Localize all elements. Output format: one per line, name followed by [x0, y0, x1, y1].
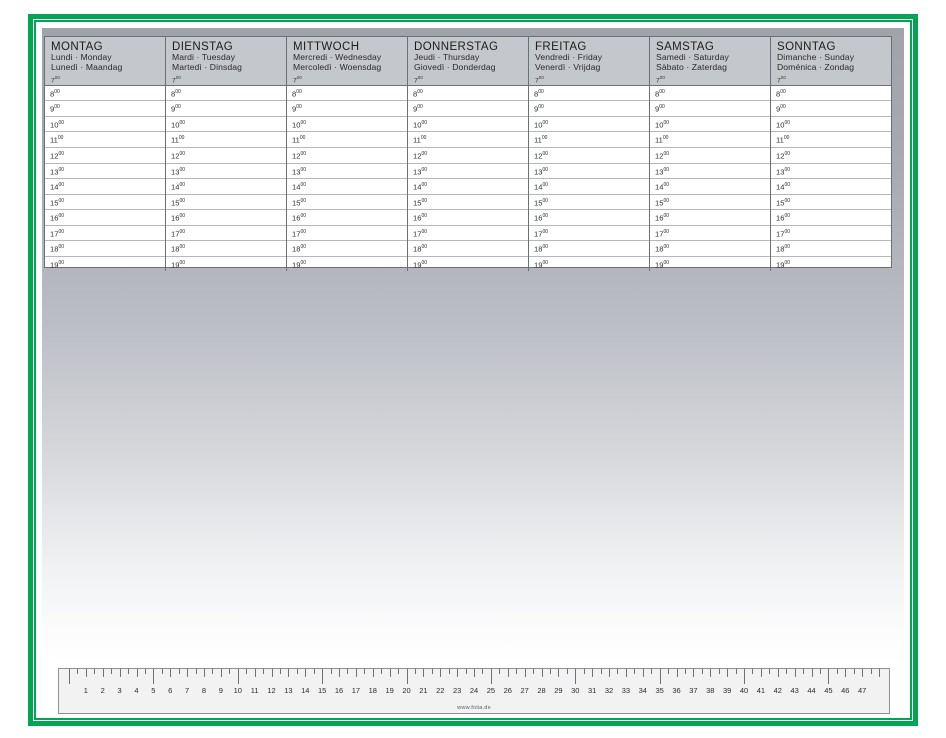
ruler-number: 1 — [83, 686, 88, 695]
hour-slot[interactable]: $13^{00}$ — [529, 164, 649, 180]
day-subtitle-1: Jeudi · Thursday — [414, 52, 480, 62]
ruler-tick — [542, 669, 543, 677]
ruler-tick-half — [381, 669, 382, 674]
hour-slot[interactable]: $15^{00}$ — [287, 195, 407, 211]
ruler-tick-half — [111, 669, 112, 674]
planner-header-row — [45, 37, 891, 86]
ruler-tick — [86, 669, 87, 677]
planner-body — [45, 86, 891, 271]
hour-slot[interactable]: $15^{00}$ — [529, 195, 649, 211]
hour-slot[interactable]: $10^{00}$ — [287, 117, 407, 133]
ruler-tick-half — [162, 669, 163, 674]
ruler-tick-half — [803, 669, 804, 674]
ruler-tick — [862, 669, 863, 677]
hour-slot[interactable]: $17^{00}$ — [287, 226, 407, 242]
day-column-donnerstag[interactable] — [408, 86, 529, 271]
hour-slot[interactable]: $16^{00}$ — [45, 210, 165, 226]
ruler-tick — [660, 669, 661, 684]
ruler-number: 20 — [402, 686, 411, 695]
hour-slot[interactable]: $8^{00}$ — [529, 86, 649, 102]
ruler-tick-half — [482, 669, 483, 674]
ruler-tick — [423, 669, 424, 677]
day-subtitle-2: Venerdì · Vrijdag — [535, 61, 601, 72]
ruler-number: 36 — [672, 686, 681, 695]
ruler-number: 29 — [554, 686, 563, 695]
hour-slot[interactable]: $8^{00}$ — [650, 86, 770, 102]
hour-slot[interactable]: $9^{00}$ — [408, 101, 528, 117]
hour-slot[interactable]: $19^{00}$ — [50, 259, 65, 270]
hour-slot[interactable]: $18^{00}$ — [529, 241, 649, 257]
ruler-tick — [272, 669, 273, 677]
ruler-number: 9 — [218, 686, 223, 695]
ruler-tick-half — [702, 669, 703, 674]
hour-label-7: $7^{00}$ — [777, 74, 786, 84]
ruler-tick — [103, 669, 104, 677]
hour-slot[interactable]: $14^{00}$ — [166, 179, 286, 195]
weekly-planner — [44, 36, 892, 268]
ruler-tick-half — [685, 669, 686, 674]
ruler-tick-half — [364, 669, 365, 674]
day-subtitle-1: Mardi · Tuesday — [172, 52, 236, 62]
ruler-tick-half — [331, 669, 332, 674]
ruler-number: 45 — [824, 686, 833, 695]
ruler-number: 5 — [151, 686, 156, 695]
ruler-number: 6 — [168, 686, 173, 695]
ruler-tick-half — [347, 669, 348, 674]
day-subtitle-2: Giovedì · Donderdag — [414, 61, 496, 72]
ruler-tick-half — [246, 669, 247, 674]
ruler-tick-half — [212, 669, 213, 674]
ruler-number: 43 — [790, 686, 799, 695]
day-subtitle-2: Martedì · Dinsdag — [172, 61, 243, 72]
ruler-number: 21 — [419, 686, 428, 695]
ruler-numbers — [59, 686, 889, 700]
ruler-tick — [744, 669, 745, 684]
hour-slot[interactable]: $9^{00}$ — [287, 101, 407, 117]
ruler-tick — [508, 669, 509, 677]
hour-slot[interactable]: $11^{00}$ — [45, 132, 165, 148]
hour-slot[interactable]: $19^{00}$ — [776, 259, 791, 270]
hour-slot[interactable]: $17^{00}$ — [408, 226, 528, 242]
hour-slot[interactable]: $14^{00}$ — [287, 179, 407, 195]
ruler-tick-half — [432, 669, 433, 674]
ruler-tick — [153, 669, 154, 684]
day-name: DONNERSTAG — [414, 41, 499, 53]
day-subtitle-2: Doménica · Zondag — [777, 61, 855, 72]
ruler-number: 2 — [100, 686, 105, 695]
ruler-tick — [474, 669, 475, 677]
hour-slot[interactable]: $15^{00}$ — [771, 195, 891, 211]
ruler-number: 33 — [621, 686, 631, 695]
hour-slot[interactable]: $8^{00}$ — [287, 86, 407, 102]
ruler-tick — [170, 669, 171, 677]
ruler-tick-half — [854, 669, 855, 674]
ruler-tick-half — [128, 669, 129, 674]
day-column-samstag[interactable] — [650, 86, 771, 271]
ruler-tick-half — [617, 669, 618, 674]
hour-slot[interactable]: $15^{00}$ — [45, 195, 165, 211]
hour-slot[interactable]: $12^{00}$ — [166, 148, 286, 164]
day-name: DIENSTAG — [172, 41, 234, 53]
hour-slot[interactable]: $8^{00}$ — [45, 86, 165, 102]
day-column-montag[interactable] — [45, 86, 166, 271]
ruler-number: 24 — [469, 686, 479, 695]
hour-slot[interactable]: $11^{00}$ — [771, 132, 891, 148]
ruler-number: 46 — [841, 686, 850, 695]
ruler-number: 41 — [756, 686, 766, 695]
hour-slot[interactable]: $8^{00}$ — [771, 86, 891, 102]
hour-slot[interactable]: $19^{00}$ — [413, 259, 428, 270]
ruler-tick-half — [314, 669, 315, 674]
ruler-tick — [204, 669, 205, 677]
hour-slot[interactable]: $15^{00}$ — [650, 195, 770, 211]
ruler-tick — [592, 669, 593, 677]
ruler-tick-half — [263, 669, 264, 674]
hour-slot[interactable]: $10^{00}$ — [529, 117, 649, 133]
ruler-tick-half — [820, 669, 821, 674]
hour-slot[interactable]: $12^{00}$ — [529, 148, 649, 164]
ruler-tick — [339, 669, 340, 677]
ruler-tick-half — [179, 669, 180, 674]
ruler-number: 40 — [739, 686, 749, 695]
hour-slot[interactable]: $10^{00}$ — [45, 117, 165, 133]
ruler-tick-half — [584, 669, 585, 674]
day-name: SONNTAG — [777, 41, 836, 53]
hour-slot[interactable]: $15^{00}$ — [408, 195, 528, 211]
ruler-number: 32 — [604, 686, 614, 695]
ruler-tick-half — [196, 669, 197, 674]
hour-slot[interactable]: $19^{00}$ — [171, 259, 186, 270]
brand-label: www.folia.de — [457, 705, 491, 711]
ruler-number: 15 — [317, 686, 327, 695]
ruler-number: 4 — [134, 686, 139, 695]
ruler-tick-half — [229, 669, 230, 674]
ruler-tick-half — [634, 669, 635, 674]
day-header-sonntag — [771, 37, 891, 85]
ruler-tick — [626, 669, 627, 677]
hour-label-7: $7^{00}$ — [51, 74, 60, 84]
ruler-tick-half — [550, 669, 551, 674]
ruler-tick — [879, 669, 880, 677]
hour-slot[interactable]: $16^{00}$ — [287, 210, 407, 226]
ruler-number: 30 — [571, 686, 580, 695]
ruler-number: 11 — [250, 686, 259, 695]
hour-slot[interactable]: $9^{00}$ — [45, 101, 165, 117]
ruler-number: 26 — [503, 686, 512, 695]
hour-slot[interactable]: $16^{00}$ — [408, 210, 528, 226]
hour-slot[interactable]: $16^{00}$ — [166, 210, 286, 226]
day-subtitle-1: Vendredi · Friday — [535, 52, 603, 62]
ruler-number: 27 — [520, 686, 529, 695]
ruler-number: 13 — [284, 686, 293, 695]
ruler-number: 14 — [301, 686, 310, 695]
day-subtitle-1: Mercredi · Wednesday — [293, 52, 382, 62]
ruler-tick — [255, 669, 256, 677]
ruler-number: 10 — [233, 686, 242, 695]
hour-slot[interactable]: $10^{00}$ — [408, 117, 528, 133]
day-column-mittwoch[interactable] — [287, 86, 408, 271]
hour-slot[interactable]: $12^{00}$ — [287, 148, 407, 164]
hour-slot[interactable]: $8^{00}$ — [408, 86, 528, 102]
hour-slot[interactable]: $17^{00}$ — [166, 226, 286, 242]
ruler-number: 12 — [267, 686, 276, 695]
day-subtitle-2: Sàbato · Zaterdag — [656, 61, 727, 72]
hour-slot[interactable]: $11^{00}$ — [287, 132, 407, 148]
ruler-number: 3 — [117, 686, 122, 695]
ruler-tick-half — [601, 669, 602, 674]
hour-slot[interactable]: $18^{00}$ — [771, 241, 891, 257]
ruler-tick-half — [668, 669, 669, 674]
ruler-tick — [727, 669, 728, 677]
hour-slot[interactable]: $10^{00}$ — [650, 117, 770, 133]
hour-slot[interactable]: $18^{00}$ — [166, 241, 286, 257]
day-subtitle-1: Lundi · Monday — [51, 52, 112, 62]
ruler-number: 44 — [807, 686, 816, 695]
day-name: MONTAG — [51, 41, 104, 53]
hour-slot[interactable]: $12^{00}$ — [650, 148, 770, 164]
day-subtitle-1: Dimanche · Sunday — [777, 52, 855, 62]
ruler-tick — [322, 669, 323, 684]
ruler-tick-half — [533, 669, 534, 674]
hour-slot[interactable]: $13^{00}$ — [45, 164, 165, 180]
ruler-tick-half — [77, 669, 78, 674]
ruler-tick — [356, 669, 357, 677]
hour-slot[interactable]: $18^{00}$ — [408, 241, 528, 257]
day-header-freitag — [529, 37, 650, 85]
ruler-tick — [778, 669, 779, 677]
hour-slot[interactable]: $11^{00}$ — [166, 132, 286, 148]
ruler-tick — [373, 669, 374, 677]
hour-slot[interactable]: $17^{00}$ — [771, 226, 891, 242]
ruler-number: 17 — [351, 686, 361, 695]
hour-slot[interactable]: $9^{00}$ — [166, 101, 286, 117]
ruler-tick — [390, 669, 391, 677]
day-header-montag — [45, 37, 166, 85]
hour-slot[interactable]: $12^{00}$ — [771, 148, 891, 164]
hour-slot[interactable]: $14^{00}$ — [408, 179, 528, 195]
ruler-tick — [761, 669, 762, 677]
ruler-tick — [643, 669, 644, 677]
day-header-donnerstag — [408, 37, 529, 85]
hour-slot[interactable]: $14^{00}$ — [45, 179, 165, 195]
hour-slot[interactable]: $10^{00}$ — [166, 117, 286, 133]
ruler-tick-half — [449, 669, 450, 674]
ruler-tick — [407, 669, 408, 684]
hour-label-7: $7^{00}$ — [172, 74, 181, 84]
ruler-tick — [457, 669, 458, 677]
hour-slot[interactable]: $19^{00}$ — [655, 259, 670, 270]
day-header-mittwoch — [287, 37, 408, 85]
ruler-number: 23 — [452, 686, 462, 695]
hour-slot[interactable]: $11^{00}$ — [650, 132, 770, 148]
ruler-tick — [525, 669, 526, 677]
hour-slot[interactable]: $13^{00}$ — [166, 164, 286, 180]
hour-slot[interactable]: $9^{00}$ — [650, 101, 770, 117]
ruler-tick-half — [499, 669, 500, 674]
ruler-number: 18 — [368, 686, 377, 695]
ruler-tick — [677, 669, 678, 677]
ruler-tick-half — [297, 669, 298, 674]
ruler-tick — [693, 669, 694, 677]
ruler-number: 16 — [334, 686, 344, 695]
ruler-tick-half — [752, 669, 753, 674]
hour-slot[interactable]: $11^{00}$ — [408, 132, 528, 148]
ruler-tick — [795, 669, 796, 677]
hour-slot[interactable]: $13^{00}$ — [771, 164, 891, 180]
hour-slot[interactable]: $19^{00}$ — [534, 259, 549, 270]
ruler-tick — [558, 669, 559, 677]
hour-slot[interactable]: $19^{00}$ — [292, 259, 307, 270]
hour-label-7: $7^{00}$ — [293, 74, 302, 84]
ruler-number: 34 — [638, 686, 647, 695]
ruler-tick — [187, 669, 188, 677]
ruler-tick — [238, 669, 239, 684]
ruler — [58, 668, 890, 714]
ruler-number: 42 — [773, 686, 782, 695]
hour-label-7: $7^{00}$ — [414, 74, 423, 84]
ruler-tick-half — [786, 669, 787, 674]
ruler-tick — [440, 669, 441, 677]
ruler-tick — [609, 669, 610, 677]
hour-slot[interactable]: $18^{00}$ — [650, 241, 770, 257]
hour-slot[interactable]: $16^{00}$ — [771, 210, 891, 226]
hour-slot[interactable]: $18^{00}$ — [45, 241, 165, 257]
ruler-tick-half — [145, 669, 146, 674]
ruler-tick — [845, 669, 846, 677]
day-column-dienstag[interactable] — [166, 86, 287, 271]
day-header-samstag — [650, 37, 771, 85]
hour-slot[interactable]: $16^{00}$ — [650, 210, 770, 226]
hour-label-7: $7^{00}$ — [656, 74, 665, 84]
hour-slot[interactable]: $8^{00}$ — [166, 86, 286, 102]
day-name: FREITAG — [535, 41, 587, 53]
ruler-tick-half — [94, 669, 95, 674]
hour-slot[interactable]: $17^{00}$ — [650, 226, 770, 242]
ruler-tick-half — [567, 669, 568, 674]
ruler-tick-half — [516, 669, 517, 674]
ruler-tick-half — [769, 669, 770, 674]
ruler-tick — [575, 669, 576, 684]
day-header-dienstag — [166, 37, 287, 85]
ruler-tick — [305, 669, 306, 677]
ruler-tick — [120, 669, 121, 677]
ruler-number: 47 — [857, 686, 867, 695]
ruler-tick-half — [398, 669, 399, 674]
hour-slot[interactable]: $14^{00}$ — [771, 179, 891, 195]
ruler-tick-half — [871, 669, 872, 674]
ruler-tick-half — [280, 669, 281, 674]
ruler-tick — [812, 669, 813, 677]
hour-slot[interactable]: $17^{00}$ — [45, 226, 165, 242]
ruler-number: 39 — [722, 686, 732, 695]
ruler-number: 25 — [486, 686, 496, 695]
ruler-tick-half — [736, 669, 737, 674]
ruler-tick-half — [837, 669, 838, 674]
day-column-sonntag[interactable] — [771, 86, 891, 271]
ruler-number: 38 — [706, 686, 715, 695]
ruler-tick — [828, 669, 829, 684]
hour-slot[interactable]: $16^{00}$ — [529, 210, 649, 226]
hour-slot[interactable]: $13^{00}$ — [287, 164, 407, 180]
day-subtitle-1: Samedi · Saturday — [656, 52, 729, 62]
ruler-tick-half — [719, 669, 720, 674]
ruler-number: 31 — [587, 686, 597, 695]
ruler-tick-half — [651, 669, 652, 674]
ruler-tick — [221, 669, 222, 677]
ruler-tick — [288, 669, 289, 677]
hour-slot[interactable]: $12^{00}$ — [45, 148, 165, 164]
hour-slot[interactable]: $13^{00}$ — [650, 164, 770, 180]
ruler-number: 28 — [537, 686, 546, 695]
hour-slot[interactable]: $9^{00}$ — [529, 101, 649, 117]
ruler-number: 8 — [201, 686, 207, 695]
ruler-number: 22 — [436, 686, 445, 695]
hour-slot[interactable]: $17^{00}$ — [529, 226, 649, 242]
hour-slot[interactable]: $12^{00}$ — [408, 148, 528, 164]
hour-slot[interactable]: $14^{00}$ — [529, 179, 649, 195]
ruler-tick — [69, 669, 70, 684]
ruler-number: 19 — [385, 686, 394, 695]
hour-slot[interactable]: $14^{00}$ — [650, 179, 770, 195]
day-column-freitag[interactable] — [529, 86, 650, 271]
ruler-tick-half — [415, 669, 416, 674]
hour-slot[interactable]: $9^{00}$ — [771, 101, 891, 117]
day-name: SAMSTAG — [656, 41, 715, 53]
ruler-number: 35 — [655, 686, 664, 695]
day-subtitle-2: Lunedì · Maandag — [51, 61, 123, 72]
ruler-tick — [710, 669, 711, 677]
day-name: MITTWOCH — [293, 41, 360, 53]
hour-label-7: $7^{00}$ — [535, 74, 544, 84]
day-subtitle-2: Mercoledì · Woensdag — [293, 61, 382, 72]
hour-slot[interactable]: $11^{00}$ — [529, 132, 649, 148]
hour-slot[interactable]: $10^{00}$ — [771, 117, 891, 133]
ruler-tick-half — [466, 669, 467, 674]
ruler-number: 7 — [185, 686, 190, 695]
ruler-tick — [491, 669, 492, 684]
ruler-tick — [137, 669, 138, 677]
hour-slot[interactable]: $13^{00}$ — [408, 164, 528, 180]
hour-slot[interactable]: $18^{00}$ — [287, 241, 407, 257]
ruler-number: 37 — [689, 686, 698, 695]
hour-slot[interactable]: $15^{00}$ — [166, 195, 286, 211]
